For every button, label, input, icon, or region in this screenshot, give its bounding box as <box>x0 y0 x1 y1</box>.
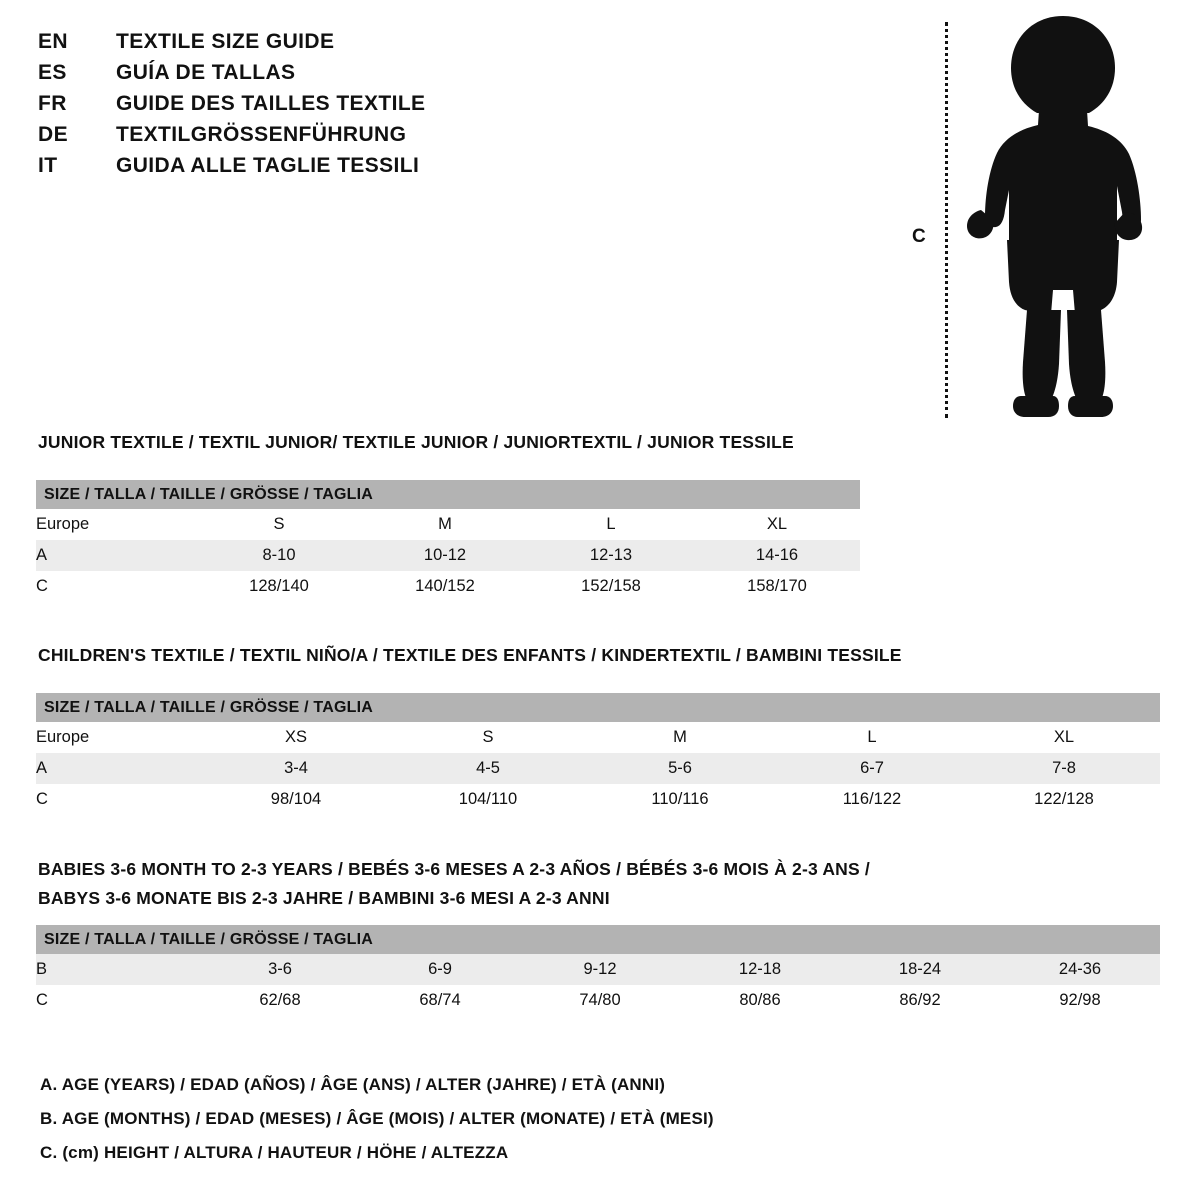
cell-value: XS <box>200 722 392 753</box>
child-figure-area <box>900 8 1180 418</box>
cell-value: M <box>362 509 528 540</box>
height-measure-line <box>945 22 948 418</box>
cell-value: 18-24 <box>840 954 1000 985</box>
cell-value: XL <box>694 509 860 540</box>
table-row <box>36 509 860 540</box>
language-row-fr <box>38 92 598 123</box>
cell-value: 6-7 <box>776 753 968 784</box>
table-header-row <box>36 925 1160 954</box>
row-label: A <box>36 540 196 571</box>
language-title: TEXTILGRÖSSENFÜHRUNG <box>116 123 407 146</box>
language-title: GUIDE DES TAILLES TEXTILE <box>116 92 426 115</box>
table-row <box>36 571 860 602</box>
table-header-row <box>36 480 860 509</box>
language-code: IT <box>38 154 58 177</box>
children-size-table <box>36 693 1160 815</box>
babies-size-table <box>36 925 1160 1016</box>
cell-value: 10-12 <box>362 540 528 571</box>
cell-value: 140/152 <box>362 571 528 602</box>
cell-value: 24-36 <box>1000 954 1160 985</box>
row-label: Europe <box>36 722 200 753</box>
row-label: C <box>36 571 196 602</box>
legend-item-a: A. AGE (YEARS) / EDAD (AÑOS) / ÂGE (ANS) / ALTER (JAHRE) / ETÀ (ANNI) <box>40 1075 666 1094</box>
cell-value: 128/140 <box>196 571 362 602</box>
language-code: EN <box>38 30 68 53</box>
table-row <box>36 784 1160 815</box>
cell-value: 104/110 <box>392 784 584 815</box>
table-header-label: SIZE / TALLA / TAILLE / GRÖSSE / TAGLIA <box>36 693 1160 722</box>
table-row <box>36 540 860 571</box>
section-heading-babies-line2: BABYS 3-6 MONATE BIS 2-3 JAHRE / BAMBINI 3-6 MESI A 2-3 ANNI <box>38 888 610 908</box>
height-measure-label: C <box>912 226 926 247</box>
cell-value: 92/98 <box>1000 985 1160 1016</box>
legend-list <box>40 1068 940 1170</box>
cell-value: 12-13 <box>528 540 694 571</box>
cell-value: 122/128 <box>968 784 1160 815</box>
section-heading-babies <box>38 855 1038 913</box>
row-label: C <box>36 784 200 815</box>
language-title-list <box>38 30 598 185</box>
cell-value: 98/104 <box>200 784 392 815</box>
cell-value: L <box>528 509 694 540</box>
language-title: GUÍA DE TALLAS <box>116 61 296 84</box>
junior-size-table <box>36 480 860 602</box>
cell-value: 6-9 <box>360 954 520 985</box>
cell-value: 68/74 <box>360 985 520 1016</box>
cell-value: 3-6 <box>200 954 360 985</box>
cell-value: 80/86 <box>680 985 840 1016</box>
section-heading-junior: JUNIOR TEXTILE / TEXTIL JUNIOR/ TEXTILE JUNIOR / JUNIORTEXTIL / JUNIOR TESSILE <box>38 432 794 452</box>
row-label: A <box>36 753 200 784</box>
row-label: Europe <box>36 509 196 540</box>
cell-value: 14-16 <box>694 540 860 571</box>
cell-value: 62/68 <box>200 985 360 1016</box>
table-row <box>36 753 1160 784</box>
cell-value: 8-10 <box>196 540 362 571</box>
section-heading-children: CHILDREN'S TEXTILE / TEXTIL NIÑO/A / TEXTILE DES ENFANTS / KINDERTEXTIL / BAMBINI TESSILE <box>38 645 902 665</box>
cell-value: 158/170 <box>694 571 860 602</box>
language-title: GUIDA ALLE TAGLIE TESSILI <box>116 154 420 177</box>
row-label: C <box>36 985 200 1016</box>
cell-value: S <box>196 509 362 540</box>
table-header-row <box>36 693 1160 722</box>
cell-value: 4-5 <box>392 753 584 784</box>
cell-value: 74/80 <box>520 985 680 1016</box>
cell-value: 7-8 <box>968 753 1160 784</box>
row-label: B <box>36 954 200 985</box>
cell-value: 9-12 <box>520 954 680 985</box>
cell-value: 12-18 <box>680 954 840 985</box>
language-code: ES <box>38 61 67 84</box>
table-row <box>36 722 1160 753</box>
cell-value: S <box>392 722 584 753</box>
cell-value: 110/116 <box>584 784 776 815</box>
table-row <box>36 985 1160 1016</box>
cell-value: 5-6 <box>584 753 776 784</box>
language-code: FR <box>38 92 67 115</box>
language-code: DE <box>38 123 68 146</box>
language-title: TEXTILE SIZE GUIDE <box>116 30 335 53</box>
legend-item-c: C. (cm) HEIGHT / ALTURA / HAUTEUR / HÖHE / ALTEZZA <box>40 1143 509 1162</box>
table-header-label: SIZE / TALLA / TAILLE / GRÖSSE / TAGLIA <box>36 480 860 509</box>
cell-value: M <box>584 722 776 753</box>
language-row-it <box>38 154 598 185</box>
language-row-es <box>38 61 598 92</box>
table-row <box>36 954 1160 985</box>
table-header-label: SIZE / TALLA / TAILLE / GRÖSSE / TAGLIA <box>36 925 1160 954</box>
cell-value: 3-4 <box>200 753 392 784</box>
cell-value: XL <box>968 722 1160 753</box>
cell-value: L <box>776 722 968 753</box>
legend-item-b: B. AGE (MONTHS) / EDAD (MESES) / ÂGE (MOIS) / ALTER (MONATE) / ETÀ (MESI) <box>40 1109 714 1128</box>
child-silhouette-icon <box>955 14 1170 419</box>
section-heading-babies-line1: BABIES 3-6 MONTH TO 2-3 YEARS / BEBÉS 3-6 MESES A 2-3 AÑOS / BÉBÉS 3-6 MOIS À 2-3 ANS / <box>38 859 870 879</box>
cell-value: 152/158 <box>528 571 694 602</box>
cell-value: 86/92 <box>840 985 1000 1016</box>
language-row-de <box>38 123 598 154</box>
language-row-en <box>38 30 598 61</box>
cell-value: 116/122 <box>776 784 968 815</box>
